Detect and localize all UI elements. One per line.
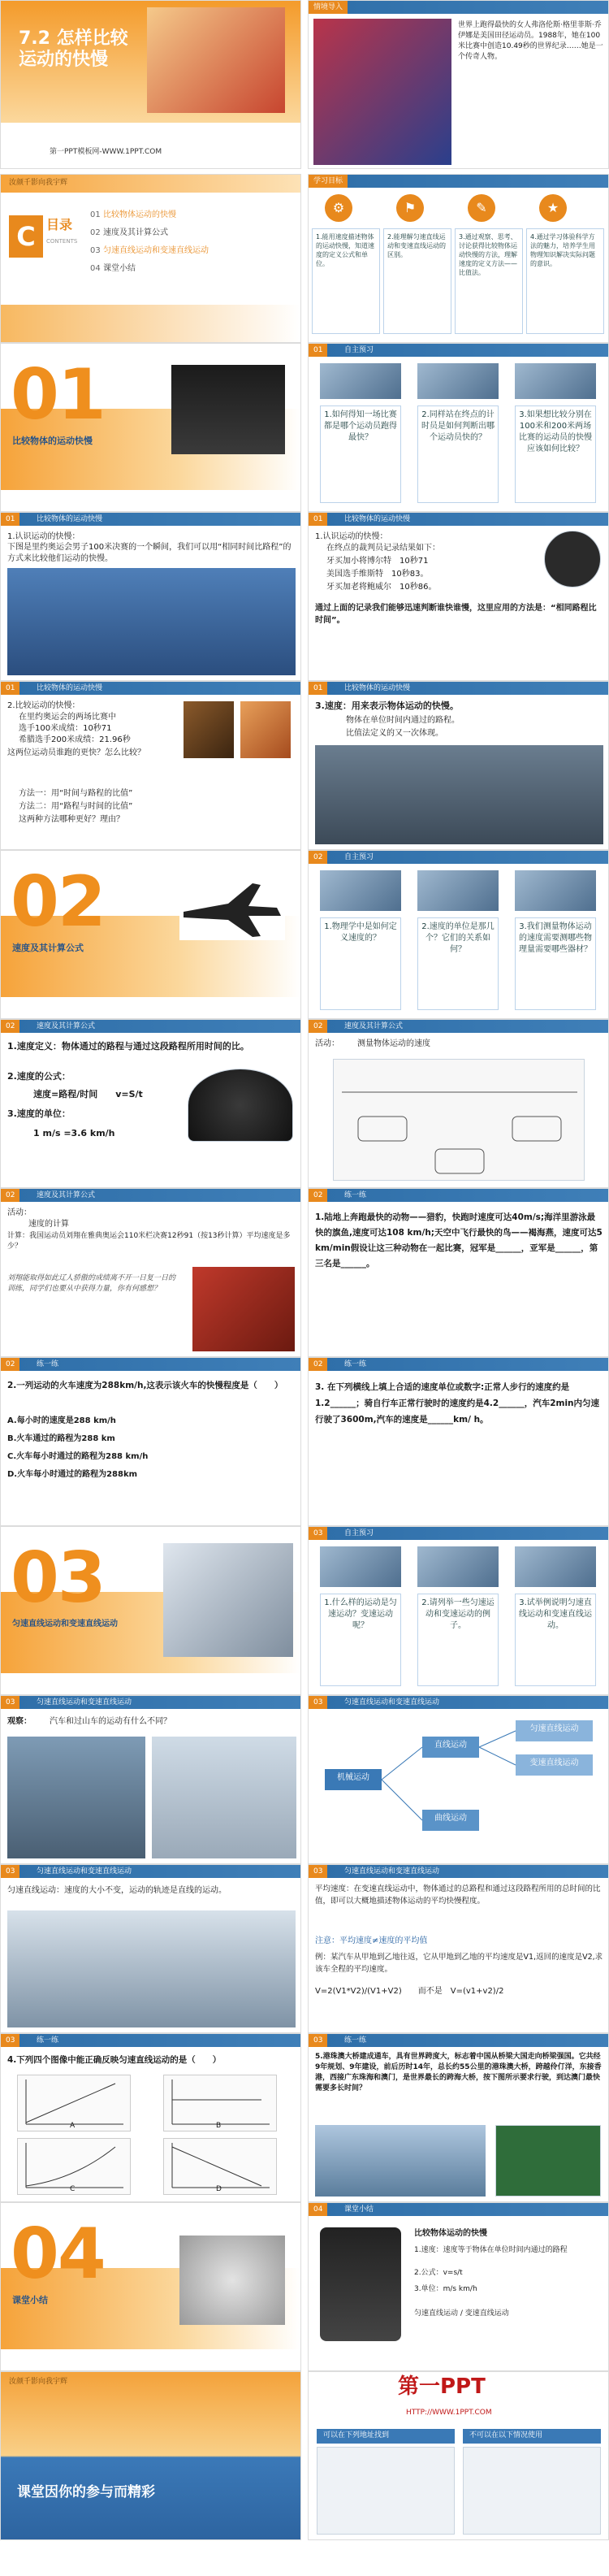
section-number: 04	[11, 2214, 105, 2295]
calc-reflection: 刘翔能取得如此辽人骄傲的成绩离不开一日复一日的训练，同学们也要从中获得力量，你有何感想？	[7, 1274, 176, 1293]
exercise2-option-d[interactable]: D.火车每小时通过的路程为288km	[7, 1470, 138, 1479]
summary-line-4: 3.单位：m/s km/h	[414, 2285, 477, 2293]
record-conclusion: 通过上面的记录我们能够迅速判断谁快谁慢，这里应用的方法是：“相同路程比时间”。	[315, 604, 597, 625]
section-number: 01	[11, 354, 105, 436]
road-sign-image	[495, 2125, 601, 2197]
slide-header: 03 匀速直线运动和变速直线运动	[1, 1696, 300, 1709]
preview-photo-1	[320, 363, 401, 399]
slide-activity-measure	[308, 1019, 609, 1188]
exercise2-option-c[interactable]: C.火车每小时通过的路程为288 km/h	[7, 1452, 149, 1461]
compare3-line-5: 这两位运动员谁跑的更快？怎么比较？	[7, 748, 145, 757]
summary-line-3: 2.公式：v=s/t	[414, 2269, 463, 2277]
athlete-photo	[313, 19, 451, 165]
preview3-card-1: 1.什么样的运动是匀速运动？变速运动呢？	[320, 1594, 401, 1686]
gears-illustration	[179, 2236, 285, 2325]
section-number: 03	[11, 1537, 105, 1619]
runners-silhouette	[171, 365, 285, 454]
graph-b[interactable]: B	[163, 2075, 277, 2131]
average-example: 例：某汽车从甲地到乙地往返，它从甲地到乙地的平均速度是V1,返回的速度是V2,求该车全程的平均速度。	[315, 1953, 603, 1974]
activity-label: 活动：	[315, 1039, 339, 1048]
slide-header: 02 速度及其计算公式	[309, 1020, 608, 1033]
slide-header: 04 课堂小结	[309, 2203, 608, 2216]
slide-header: 02 速度及其计算公式	[1, 1020, 300, 1033]
preview3-photo-1	[320, 1546, 401, 1587]
formula-def: 1.速度定义：物体通过的路程与通过这段路程所用时间的比。	[7, 1041, 249, 1052]
tree-branch-2: 曲线运动	[422, 1810, 479, 1831]
athlete-portrait-2	[240, 701, 291, 758]
slide-header: 02 练一练	[309, 1189, 608, 1202]
average-def: 平均速度：在变速直线运动中，物体通过的总路程和通过这段路程所用的总时间的比值，即可以大概地描述物体运动的平均快慢程度。	[315, 1884, 601, 1906]
slide-header: 03 自主预习	[309, 1527, 608, 1540]
slide-exercise-1	[308, 1188, 609, 1357]
slide-summary	[308, 2202, 609, 2371]
slide-speed-formula	[0, 1019, 301, 1188]
preview3-card-2: 2.请列举一些匀速运动和变速运动的例子。	[417, 1594, 499, 1686]
section-title: 课堂小结	[12, 2295, 48, 2305]
compare3-line-3: 选手100米成绩：10秒71	[19, 724, 112, 733]
slide-title	[0, 0, 301, 169]
summary-line-5: 匀速直线运动 / 变速直线运动	[414, 2309, 509, 2318]
sprinter-photo	[147, 7, 285, 113]
unit-label: 3.速度的单位：	[7, 1108, 71, 1119]
slide-exercise-2	[0, 1357, 301, 1526]
tree-leaf-2: 变速直线运动	[516, 1754, 593, 1776]
record-line-2: 在终点的裁判员记录结果如下：	[326, 544, 440, 553]
summary-line-2: 1.速度：速度等于物体在单位时间内通过的路程	[414, 2246, 568, 2254]
compare3-line-1: 2.比较运动的快慢：	[7, 701, 80, 710]
speedometer-image	[188, 1069, 293, 1142]
graph-c[interactable]: C	[17, 2138, 131, 2195]
compare-line-2: 下图是里约奥运会男子100米决赛的一个瞬间，我们可以用“相同时间比路程”的方式来比较他们运动的快慢。	[7, 543, 292, 563]
tablet-image	[320, 2227, 401, 2341]
method-3: 这两种方法哪种更好？理由？	[19, 815, 124, 824]
exercise3-text: 3. 在下列横线上填上合适的速度单位或数字:正常人步行的速度约是1.2______；骑自行车正常行驶时的速度约是4.2______，汽车2min内匀速行驶了3600m,汽车的速度是______km/ h。	[315, 1382, 600, 1425]
toc-bottom-band	[1, 305, 300, 343]
exercise2-option-b[interactable]: B.火车通过的路程为288 km	[7, 1434, 115, 1443]
toc-item-3[interactable]: 03 匀速直线运动和变速直线运动	[90, 246, 209, 255]
athlete-portrait-1	[184, 701, 234, 758]
section-title: 比较物体的运动快慢	[12, 436, 93, 446]
right-info-list	[463, 2447, 601, 2535]
slide-preview-2	[308, 850, 609, 1019]
slide-toc	[0, 174, 301, 343]
preview-card-2: 2.同样站在终点的计时员是如何判断出哪个运动员快的？	[417, 405, 499, 503]
section-title: 匀速直线运动和变速直线运动	[12, 1620, 118, 1628]
exercise1-text: 1.陆地上奔跑最快的动物——猎豹，快跑时速度可达40m/s;海洋里游泳最快的旗鱼,速度可达108 km/h;天空中飞行最快的鸟——褐海燕，速度可达5 km/min假设让这三种动物在一起比赛，冠军是______，亚军是______，第三名是______。	[315, 1212, 603, 1268]
slide-section-04	[0, 2202, 301, 2371]
slide-exercise-4	[0, 2033, 301, 2202]
slide-header: 02 练一练	[1, 1358, 300, 1371]
slide-header	[309, 1, 608, 14]
slide-activity-calc	[0, 1188, 301, 1357]
record-row-2: 美国选手维斯特 10秒83。	[326, 570, 429, 579]
exercise2-option-a[interactable]: A.每小时的速度是288 km/h	[7, 1416, 116, 1425]
thanks-title: 课堂因你的参与而精彩	[17, 2484, 155, 2500]
slide-compare-1	[0, 512, 301, 681]
exercise4-question: 4.下列四个图像中能正确反映匀速直线运动的是（ ）	[7, 2055, 222, 2065]
slide-exercise-5	[308, 2033, 609, 2202]
preview2-card-3: 3.我们测量物体运动的速度需要测哪些物理量需要哪些器材？	[515, 917, 596, 1010]
compare3-line-2: 在里约奥运会的两场比赛中	[19, 713, 116, 722]
goal-card-2: 2.能理解匀速直线运动和变速直线运动的区别。	[383, 228, 451, 334]
goal-card-4: 4.通过学习体验科学方法的魅力，培养学生用物理知识解决实际问题的意识。	[526, 228, 604, 334]
highway-photo	[7, 1737, 145, 1858]
left-info-title: 可以在下列地址找到	[323, 2431, 390, 2439]
slide-header: 01 比较物体的运动快慢	[1, 513, 300, 526]
airplane-illustration	[179, 875, 285, 940]
train-photo	[7, 1910, 296, 2027]
slide-section-03	[0, 1526, 301, 1695]
preview2-card-1: 1.物理学中是如何定义速度的？	[320, 917, 401, 1010]
preview-card-3: 3.如果想比较分别在100米和200米两场比赛的运动员的快慢应该如何比较？	[515, 405, 596, 503]
compare3-line-4: 希腊选手200米成绩：21.96秒	[19, 735, 131, 744]
summary-line-1: 比较物体运动的快慢	[414, 2229, 487, 2238]
preview3-card-3: 3.试举例说明匀速直线运动和变速直线运动。	[515, 1594, 596, 1686]
intro-text: 世界上跑得最快的女人弗洛伦斯·格里菲斯·乔伊娜是美国田径运动员。1988年，她在100米比赛中创造10.49秒的世界纪录……她是一个传奇人物。	[458, 21, 603, 61]
toc-sub: CONTENTS	[46, 238, 78, 245]
compare-line-1: 1.认识运动的快慢：	[7, 532, 80, 541]
goal-icon-3: ✎	[468, 194, 495, 222]
tree-connectors	[309, 1696, 609, 1864]
observe-question: 汽车和过山车的运动有什么不同？	[50, 1717, 171, 1726]
graph-a[interactable]: A	[17, 2075, 131, 2131]
record-row-3: 牙买加老将鲍威尔 10秒86。	[326, 583, 437, 592]
toc-header: 汝颜千影向我宇辉	[9, 179, 68, 187]
toc-title: 目录	[46, 217, 73, 232]
tree-branch-1: 直线运动	[422, 1737, 479, 1758]
slide-header: 01 自主预习	[309, 344, 608, 357]
toc-item-1[interactable]: 01 比较物体运动的快慢	[90, 210, 176, 219]
preview2-photo-1	[320, 870, 401, 911]
goal-icon-1: ⚙	[325, 194, 352, 222]
brand-logo: 第一PPT	[398, 2374, 486, 2399]
slide-header: 01 比较物体的运动快慢	[309, 682, 608, 695]
slide-observe	[0, 1695, 301, 1864]
slide-uniform	[0, 1864, 301, 2033]
slide-compare-2	[308, 512, 609, 681]
left-info-list	[317, 2447, 455, 2535]
car-road-photo	[163, 1543, 293, 1657]
uniform-def: 匀速直线运动：速度的大小不变，运动的轨迹是直线的运动。	[7, 1886, 227, 1895]
preview-photo-2	[417, 363, 499, 399]
brand-url[interactable]: HTTP://WWW.1PPT.COM	[406, 2409, 492, 2417]
slide-compare-3	[0, 681, 301, 850]
formula-label: 2.速度的公式：	[7, 1071, 71, 1082]
slide-template-info	[308, 2371, 609, 2540]
slide-header: 01 比较物体的运动快慢	[1, 682, 300, 695]
slide-section-01	[0, 343, 301, 512]
speed-def-line-3: 比值法定义的又一次体现。	[346, 729, 443, 738]
slide-preview-1	[308, 343, 609, 512]
site-caption: 第一PPT模板网-WWW.1PPT.COM	[50, 148, 162, 156]
thanks-background	[1, 2372, 300, 2539]
preview-photo-3	[515, 363, 596, 399]
method-1: 方法一：用“时间与路程的比值”	[19, 789, 133, 798]
thanks-header: 汝颜千影向我宇辉	[9, 2378, 68, 2386]
slide-header: 03 匀速直线运动和变速直线运动	[309, 1865, 608, 1878]
preview3-photo-3	[515, 1546, 596, 1587]
calc-title: 速度的计算	[28, 1220, 69, 1229]
toc-item-2[interactable]: 02 速度及其计算公式	[90, 228, 168, 237]
observe-label: 观察：	[7, 1717, 32, 1726]
stopwatch-image	[544, 531, 601, 588]
calc-problem: 计算：我国运动员刘翔在雅典奥运会110米栏决赛12秒91（按13秒计算）平均速度是多少？	[7, 1232, 291, 1251]
slide-header: 02 练一练	[309, 1358, 608, 1371]
record-line-1: 1.认识运动的快慢：	[315, 532, 388, 541]
right-info-title: 不可以在以下情况使用	[469, 2431, 543, 2439]
race-photo	[7, 568, 296, 675]
rollercoaster-photo	[152, 1737, 296, 1858]
slide-header	[309, 175, 608, 188]
average-note: 注意：平均速度≠速度的平均值	[315, 1936, 428, 1945]
section-title: 速度及其计算公式	[12, 943, 84, 953]
toc-item-4[interactable]: 04 课堂小结	[90, 264, 136, 273]
average-formula: V=2(V1*V2)/(V1+V2) 而不是 V=(v1+v2)/2	[315, 1987, 504, 1996]
preview2-card-2: 2.速度的单位是那几个？它们的关系如何？	[417, 917, 499, 1010]
section-badge: 学习目标	[309, 175, 348, 188]
slide-header: 03 匀速直线运动和变速直线运动	[1, 1865, 300, 1878]
slide-speed-def	[308, 681, 609, 850]
slide-goals	[308, 174, 609, 343]
slide-thanks	[0, 2371, 301, 2540]
method-2: 方法二：用“路程与时间的比值”	[19, 802, 133, 811]
goal-icon-4: ★	[539, 194, 567, 222]
toc-logo: C	[9, 215, 43, 258]
preview3-photo-2	[417, 1546, 499, 1587]
slide-motion-tree	[308, 1695, 609, 1864]
hurdler-photo	[192, 1267, 295, 1351]
slide-header: 03 练一练	[1, 2034, 300, 2047]
goal-card-3: 3.通过观察、思考、讨论获得比较物体运动快慢的方法，理解速度的定义方法——比值法。	[455, 228, 523, 334]
exercise5-text: 5.港珠澳大桥建成通车，具有世界跨度大，标志着中国从桥梁大国走向桥梁强国。它共经9年规划、9年建设，前后历时14年，总长约55公里的港珠澳大桥，跨越伶仃洋，东接香港，西接广东珠海和澳门，是世界最长的跨海大桥，按下图所示要求行驶，到达澳门最快需要多长时间？	[315, 2053, 602, 2092]
race-track-photo	[315, 745, 603, 844]
experiment-diagram	[333, 1059, 585, 1181]
slide-exercise-3	[308, 1357, 609, 1526]
goal-card-1: 1.能用速度描述物体的运动快慢，知道速度的定义公式和单位。	[312, 228, 380, 334]
exercise2-question: 2.一列运动的火车速度为288km/h,这表示该火车的快慢程度是（ ）	[7, 1381, 283, 1390]
slide-header: 02 速度及其计算公式	[1, 1189, 300, 1202]
tree-leaf-1: 匀速直线运动	[516, 1720, 593, 1741]
activity-title: 测量物体运动的速度	[357, 1039, 430, 1048]
speed-def-line-1: 3.速度：用来表示物体运动的快慢。	[315, 700, 459, 711]
tree-root: 机械运动	[325, 1769, 382, 1790]
slide-preview-3	[308, 1526, 609, 1695]
slide-intro	[308, 0, 609, 169]
slide-section-02	[0, 850, 301, 1019]
calc-label: 活动：	[7, 1208, 32, 1217]
preview2-photo-3	[515, 870, 596, 911]
speed-def-line-2: 物体在单位时间内通过的路程。	[346, 716, 460, 725]
section-number: 02	[11, 861, 105, 943]
preview2-photo-2	[417, 870, 499, 911]
slide-title-text: 7.2 怎样比较运动的快慢	[19, 28, 128, 70]
slide-header: 02 自主预习	[309, 851, 608, 864]
slide-header: 03 匀速直线运动和变速直线运动	[309, 1696, 608, 1709]
unit-conversion: 1 m/s =3.6 km/h	[33, 1128, 115, 1138]
slide-header: 01 比较物体的运动快慢	[309, 513, 608, 526]
section-badge: 情境导入	[309, 1, 348, 14]
preview-card-1: 1.如何得知一场比赛都是哪个运动员跑得最快？	[320, 405, 401, 503]
formula-text: 速度=路程/时间 v=S/t	[33, 1089, 143, 1099]
graph-d[interactable]: D	[163, 2138, 277, 2195]
bridge-photo	[315, 2125, 486, 2197]
record-row-1: 牙买加小将博尔特 10秒71	[326, 557, 429, 566]
goal-icon-2: ⚑	[396, 194, 424, 222]
slide-average-speed	[308, 1864, 609, 2033]
slide-header: 03 练一练	[309, 2034, 608, 2047]
